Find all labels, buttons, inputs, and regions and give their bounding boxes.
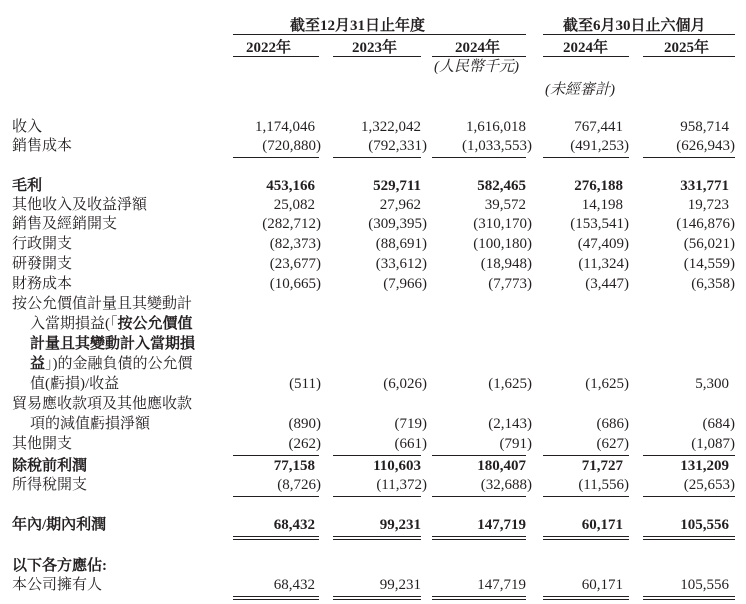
cell-np-2022: 68,432: [273, 517, 315, 533]
cell-imp-2024: (2,143): [488, 416, 532, 432]
cell-own-2024: 147,719: [477, 577, 526, 593]
cell-own-2022: 68,432: [273, 577, 315, 593]
cell-pbt-2025h: 131,209: [680, 458, 729, 474]
fv-line2-a: 入當期損益(「: [30, 316, 118, 332]
row-label-profit-before-tax: 除稅前利潤: [12, 458, 88, 474]
np-double-rule-2: [432, 536, 526, 540]
row-label-other-income: 其他收入及收益淨額: [12, 197, 148, 213]
col-header-2022: 2022年: [246, 40, 292, 56]
cell-se-2024h: (153,541): [570, 216, 629, 232]
cell-fv-2025h: 5,300: [695, 376, 729, 392]
currency-note: (人民幣千元): [434, 59, 519, 75]
cell-tax-2024: (32,688): [480, 477, 532, 493]
np-rule-0: [233, 496, 319, 497]
col-header-2024: 2024年: [455, 40, 501, 56]
fv-line4-b: 」)的金融負債的公允價: [45, 356, 193, 372]
cell-se-2025h: (146,876): [676, 216, 735, 232]
cell-gp-2025h: 331,771: [680, 178, 729, 194]
col-rule-3: [543, 56, 629, 57]
cell-oi-2025h: 19,723: [687, 197, 729, 213]
row-label-selling-expenses: 銷售及經銷開支: [12, 216, 118, 232]
cell-oi-2024: 39,572: [484, 197, 526, 213]
cell-revenue-2024h: 767,441: [574, 119, 623, 135]
cell-ae-2022: (82,373): [269, 236, 321, 252]
np-rule-2: [432, 496, 526, 497]
fv-line4-a: 益: [30, 356, 46, 372]
row-label-income-tax: 所得稅開支: [12, 477, 88, 493]
row-label-finance-costs: 財務成本: [12, 276, 73, 292]
period-header-half-rule: [543, 34, 735, 35]
cell-oe-2022: (262): [288, 436, 321, 452]
col-rule-1: [333, 56, 421, 57]
row-label-revenue: 收入: [12, 119, 43, 135]
cell-cos-2024h: (491,253): [570, 138, 629, 154]
cell-ae-2024: (100,180): [473, 236, 532, 252]
cell-oi-2022: 25,082: [273, 197, 315, 213]
cell-oi-2024h: 14,198: [581, 197, 623, 213]
cell-imp-2022: (890): [288, 416, 321, 432]
col-header-2023: 2023年: [352, 40, 398, 56]
col-header-2025-half: 2025年: [664, 40, 710, 56]
cell-tax-2025h: (25,653): [683, 477, 735, 493]
cell-imp-2023: (719): [394, 416, 427, 432]
own-double-rule-0: [233, 596, 319, 600]
cell-rd-2023: (33,612): [375, 256, 427, 272]
cell-oi-2023: 27,962: [379, 197, 421, 213]
cell-imp-2024h: (686): [596, 416, 629, 432]
cell-oe-2024h: (627): [596, 436, 629, 452]
row-label-other-expenses: 其他開支: [12, 436, 73, 452]
np-double-rule-1: [333, 536, 421, 540]
cell-rd-2025h: (14,559): [683, 256, 735, 272]
cell-rd-2024h: (11,324): [578, 256, 629, 272]
cell-se-2023: (309,395): [368, 216, 427, 232]
cell-ae-2024h: (47,409): [577, 236, 629, 252]
fv-line2-b: 按公允價值: [117, 316, 193, 332]
row-label-fv-line4: [30, 355, 193, 373]
cell-oe-2025h: (1,087): [691, 436, 735, 452]
cell-revenue-2025h: 958,714: [680, 119, 729, 135]
col-rule-4: [643, 56, 735, 57]
cell-ae-2025h: (56,021): [683, 236, 735, 252]
cell-fc-2022: (10,665): [269, 276, 321, 292]
cell-gp-2023: 529,711: [373, 178, 421, 194]
pbt-rule-2: [432, 455, 526, 456]
cell-gp-2024: 582,465: [477, 178, 526, 194]
np-double-rule-0: [233, 536, 319, 540]
period-header-year-rule: [233, 34, 526, 35]
cell-pbt-2024h: 71,727: [581, 458, 623, 474]
cell-own-2025h: 105,556: [680, 577, 729, 593]
cell-revenue-2024: 1,616,018: [466, 119, 526, 135]
cell-fv-2022: (511): [289, 376, 321, 392]
own-double-rule-1: [333, 596, 421, 600]
cell-np-2024h: 60,171: [581, 517, 623, 533]
cell-own-2023: 99,231: [379, 577, 421, 593]
cell-own-2024h: 60,171: [581, 577, 623, 593]
cell-fv-2024: (1,625): [488, 376, 532, 392]
unaudited-note: (未經審計): [545, 82, 615, 98]
subtotal-rule-4: [643, 157, 735, 158]
own-double-rule-2: [432, 596, 526, 600]
cell-fc-2024h: (3,447): [585, 276, 629, 292]
cell-gp-2022: 453,166: [266, 178, 315, 194]
cell-np-2023: 99,231: [379, 517, 421, 533]
row-label-admin-expenses: 行政開支: [12, 236, 73, 252]
subtotal-rule-0: [233, 157, 319, 158]
subtotal-rule-3: [543, 157, 629, 158]
row-label-attributable-to: 以下各方應佔:: [12, 558, 107, 574]
cell-ae-2023: (88,691): [375, 236, 427, 252]
pbt-rule-3: [543, 455, 629, 456]
pbt-rule-4: [643, 455, 735, 456]
cell-rd-2022: (23,677): [269, 256, 321, 272]
cell-cos-2022: (720,880): [262, 138, 321, 154]
cell-cos-2024: (1,033,553): [462, 138, 532, 154]
cell-fc-2024: (7,773): [488, 276, 532, 292]
cell-pbt-2023: 110,603: [373, 458, 421, 474]
row-label-fv-line1: 按公允價值計量且其變動計: [12, 296, 193, 312]
np-rule-3: [543, 496, 629, 497]
pbt-rule-1: [333, 455, 421, 456]
cell-np-2025h: 105,556: [680, 517, 729, 533]
own-double-rule-3: [543, 596, 629, 600]
cell-se-2024: (310,170): [473, 216, 532, 232]
cell-tax-2023: (11,372): [376, 477, 427, 493]
row-label-rnd-expenses: 研發開支: [12, 256, 73, 272]
cell-revenue-2023: 1,322,042: [361, 119, 421, 135]
row-label-profit-for-period: 年內/期內利潤: [12, 517, 107, 533]
cell-cos-2023: (792,331): [368, 138, 427, 154]
cell-cos-2025h: (626,943): [676, 138, 735, 154]
row-label-impairment-line1: 貿易應收款項及其他應收款: [12, 396, 193, 412]
row-label-fv-line5: 值(虧損)/收益: [30, 376, 120, 392]
subtotal-rule-1: [333, 157, 421, 158]
subtotal-rule-2: [432, 157, 526, 158]
cell-imp-2025h: (684): [702, 416, 735, 432]
row-label-gross-profit: 毛利: [12, 178, 43, 194]
row-label-fv-line2: [30, 315, 193, 333]
cell-oe-2023: (661): [394, 436, 427, 452]
cell-rd-2024: (18,948): [480, 256, 532, 272]
pbt-rule-0: [233, 455, 319, 456]
col-header-2024-half: 2024年: [563, 40, 609, 56]
np-double-rule-3: [543, 536, 629, 540]
cell-gp-2024h: 276,188: [574, 178, 623, 194]
cell-pbt-2024: 180,407: [477, 458, 526, 474]
np-double-rule-4: [643, 536, 735, 540]
period-header-year: 截至12月31日止年度: [290, 18, 426, 34]
cell-pbt-2022: 77,158: [273, 458, 315, 474]
cell-fv-2023: (6,026): [383, 376, 427, 392]
cell-revenue-2022: 1,174,046: [255, 119, 315, 135]
np-rule-1: [333, 496, 421, 497]
np-rule-4: [643, 496, 735, 497]
cell-tax-2024h: (11,556): [578, 477, 629, 493]
row-label-owners: 本公司擁有人: [12, 577, 103, 593]
col-rule-0: [233, 56, 319, 57]
row-label-fv-line3: 計量且其變動計入當期損: [30, 336, 196, 352]
cell-oe-2024: (791): [499, 436, 532, 452]
cell-fv-2024h: (1,625): [585, 376, 629, 392]
cell-np-2024: 147,719: [477, 517, 526, 533]
cell-fc-2023: (7,966): [383, 276, 427, 292]
row-label-impairment-line2: 項的減值虧損淨額: [30, 416, 151, 432]
own-double-rule-4: [643, 596, 735, 600]
row-label-cost-of-sales: 銷售成本: [12, 138, 73, 154]
cell-tax-2022: (8,726): [277, 477, 321, 493]
cell-fc-2025h: (6,358): [691, 276, 735, 292]
period-header-half: 截至6月30日止六個月: [563, 18, 706, 34]
cell-se-2022: (282,712): [262, 216, 321, 232]
